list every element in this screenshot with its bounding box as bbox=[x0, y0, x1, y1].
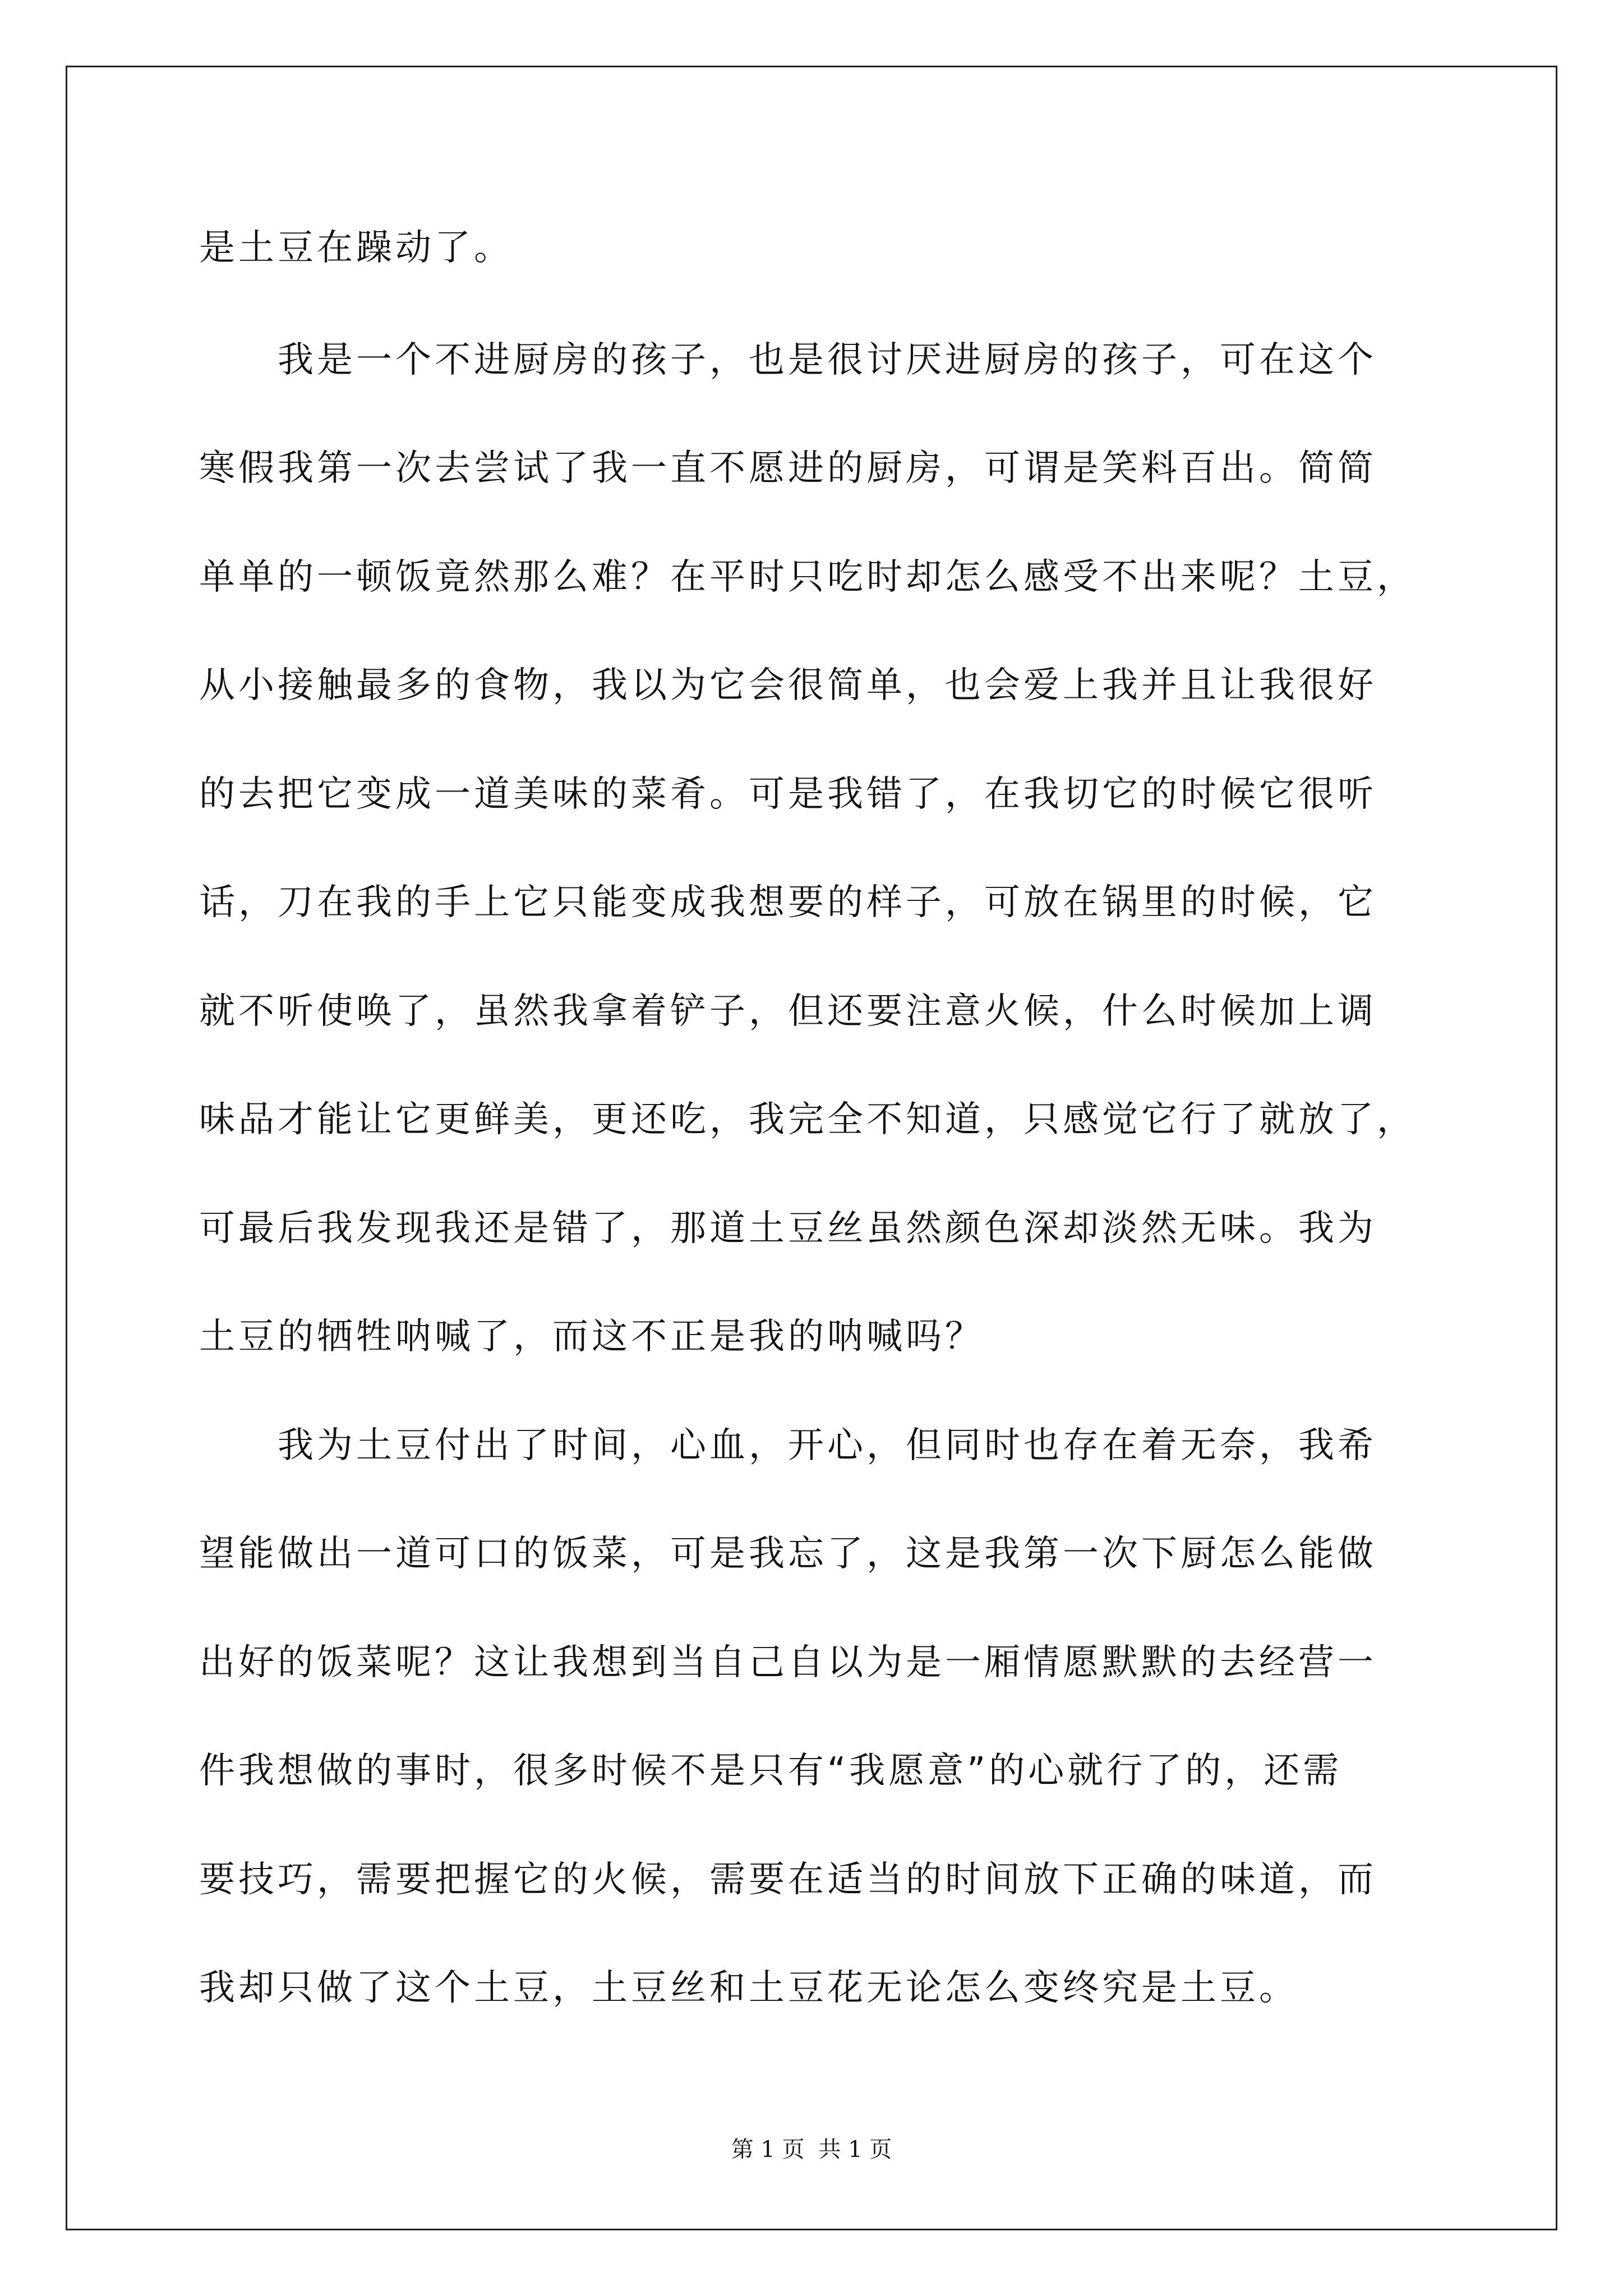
text-line: 件我想做的事时，很多时候不是只有“我愿意”的心就行了的，还需 bbox=[199, 1750, 1343, 1792]
page-total: 共 1 页 bbox=[818, 2137, 892, 2162]
text-line: 土豆的牺牲呐喊了，而这不正是我的呐喊吗？ bbox=[199, 1316, 984, 1358]
text-line: 味品才能让它更鲜美，更还吃，我完全不知道，只感觉它行了就放了， bbox=[199, 1099, 1416, 1140]
text-line: 可最后我发现我还是错了，那道土豆丝虽然颜色深却淡然无味。我为 bbox=[199, 1208, 1377, 1249]
text-line: 从小接触最多的食物，我以为它会很简单，也会爱上我并且让我很好 bbox=[199, 665, 1377, 706]
text-line: 我为土豆付出了时间，心血，开心，但同时也存在着无奈，我希 bbox=[199, 1425, 1377, 1466]
text-line: 的去把它变成一道美味的菜肴。可是我错了，在我切它的时候它很听 bbox=[199, 774, 1377, 815]
page-border bbox=[66, 66, 1557, 2230]
page-number: 第 1 页 bbox=[731, 2137, 805, 2162]
text-line: 就不听使唤了，虽然我拿着铲子，但还要注意火候，什么时候加上调 bbox=[199, 991, 1377, 1032]
text-line: 我却只做了这个土豆，土豆丝和土豆花无论怎么变终究是土豆。 bbox=[199, 1967, 1298, 2009]
text-line: 要技巧，需要把握它的火候，需要在适当的时间放下正确的味道，而 bbox=[199, 1859, 1377, 1901]
text-line: 出好的饭菜呢？这让我想到当自己自以为是一厢情愿默默的去经营一 bbox=[199, 1642, 1377, 1683]
text-line: 话，刀在我的手上它只能变成我想要的样子，可放在锅里的时候，它 bbox=[199, 882, 1377, 923]
text-line: 是土豆在躁动了。 bbox=[199, 227, 513, 269]
text-line: 我是一个不进厨房的孩子，也是很讨厌进厨房的孩子，可在这个 bbox=[199, 339, 1377, 381]
text-line: 单单的一顿饭竟然那么难？在平时只吃时却怎么感受不出来呢？土豆， bbox=[199, 556, 1416, 598]
text-line: 寒假我第一次去尝试了我一直不愿进的厨房，可谓是笑料百出。简简 bbox=[199, 448, 1377, 489]
text-line: 望能做出一道可口的饭菜，可是我忘了，这是我第一次下厨怎么能做 bbox=[199, 1533, 1377, 1575]
page-footer bbox=[0, 2138, 1623, 2161]
